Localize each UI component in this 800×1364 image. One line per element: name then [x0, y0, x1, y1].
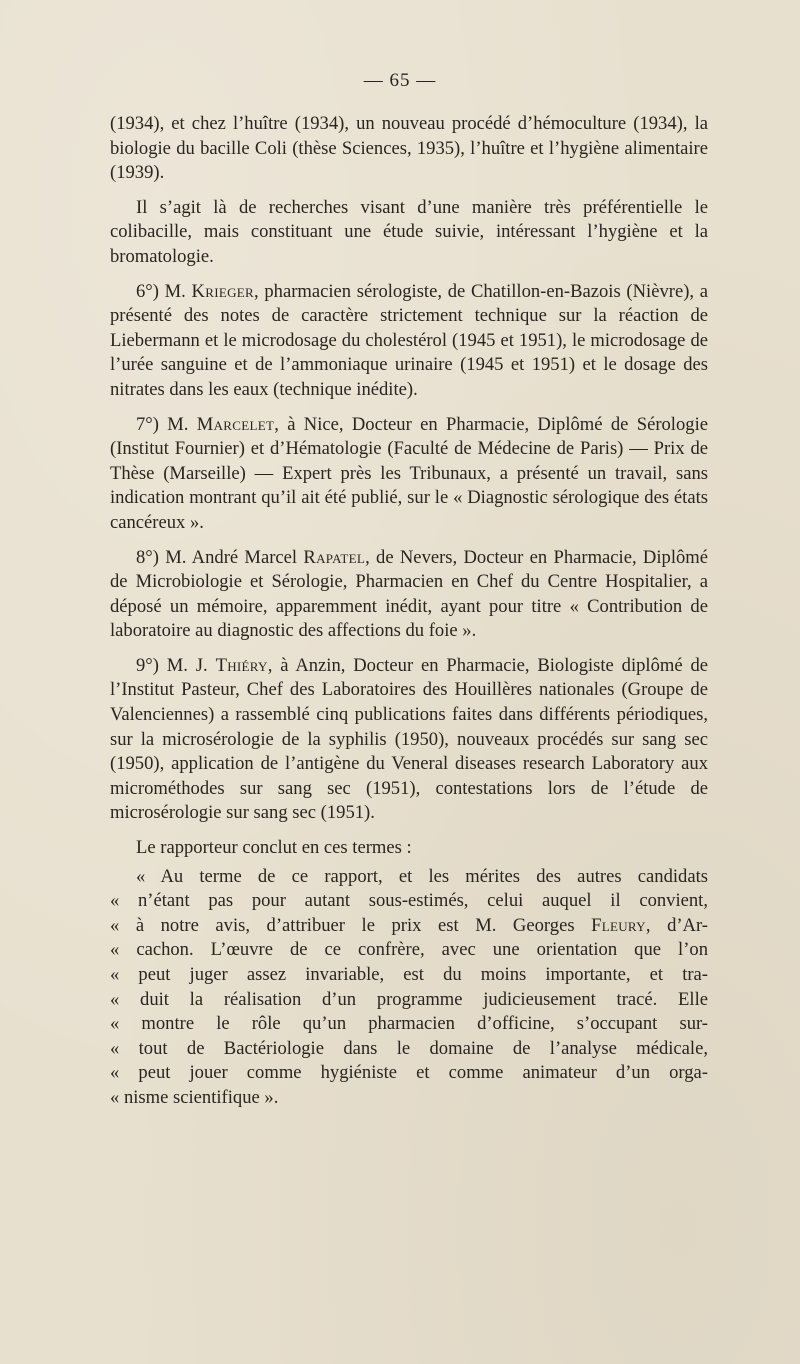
paragraph-3-krieger	[110, 280, 708, 403]
quote-line: « montre le rôle qu’un pharmacien d’officine, s’occupant sur-	[110, 1013, 708, 1035]
quote-line: « n’étant pas pour autant sous-estimés, celui auquel il convient,	[110, 890, 708, 912]
item-prefix: 8°) M. André Marcel	[136, 546, 304, 568]
paragraph-1: (1934), et chez l’huître (1934), un nouveau procédé d’hémoculture (1934), la biologie du bacille Coli (thèse Sciences, 1935), l’huître et l’hygiène alimentaire (1939).	[110, 113, 708, 184]
rapporteur-quote	[110, 865, 708, 1111]
quote-line: « nisme scientifique ».	[110, 1086, 279, 1108]
item-text: , à Nice, Docteur en Pharmacie, Diplômé de Sérologie (Institut Fournier) et d’Hématologie (Faculté de Médecine de Paris) — Prix de Thèse (Marseille) — Expert près les Tribunaux, a présenté un travail, sans indication montrant qu’il ait été publié, sur le « Diagnostic sérologique des états cancéreux ».	[110, 413, 708, 533]
quote-line: « duit la réalisation d’un programme judicieusement tracé. Elle	[110, 988, 708, 1010]
paragraph-4-marcelet	[110, 413, 708, 536]
quote-line: « cachon. L’œuvre de ce confrère, avec une orientation que l’on	[110, 939, 708, 961]
quote-line: « tout de Bactériologie dans le domaine de l’analyse médicale,	[110, 1037, 708, 1059]
item-text: , pharmacien sérologiste, de Chatillon-en-Bazois (Nièvre), a présenté des notes de caractère strictement technique sur la réaction de Liebermann et le microdosage du cholestérol (1945 et 1951), le microdosage de l’urée sanguine et de l’ammoniaque urinaire (1945 et 1951) et le dosage des nitrates dans les eaux (technique inédite).	[110, 280, 709, 400]
quote-line-fleury	[110, 914, 708, 939]
candidate-name: Krieger	[191, 280, 254, 302]
paragraph-7-conclusion-intro: Le rapporteur conclut en ces termes :	[136, 837, 412, 859]
item-text: , à Anzin, Docteur en Pharmacie, Biologiste diplômé de l’Institut Pasteur, Chef des Laboratoires des Houillères nationales (Groupe de Valenciennes) a rassemblé cinq publications faites dans différents périodiques, sur la microsérologie de la syphilis (1950), nouveaux procédés sur sang sec (1950), application de l’antigène du Veneral diseases research Laboratory aux microméthodes sur sang sec (1951), contestations lors de l’étude de microsérologie sur sang sec (1951).	[110, 654, 709, 824]
item-text: , de Nevers, Docteur en Pharmacie, Diplômé de Microbiologie et Sérologie, Pharmacien en Chef du Centre Hospitalier, a déposé un mémoire, apparemment inédit, ayant pour titre « Contribution de laboratoire au diagnostic des affections du foie ».	[110, 546, 708, 642]
item-prefix: 6°) M.	[136, 280, 192, 302]
laureate-name: Fleury	[591, 914, 646, 936]
quote-line: « Au terme de ce rapport, et les mérites des autres candidats	[136, 865, 708, 887]
quote-line-end: , d’Ar-	[645, 914, 708, 936]
candidate-name: Thiéry	[215, 654, 268, 676]
quote-line: « peut jouer comme hygiéniste et comme animateur d’un orga-	[110, 1062, 708, 1084]
candidate-name: Rapatel	[303, 546, 366, 568]
candidate-name: Marcelet	[196, 413, 275, 435]
paragraph-5-rapatel	[110, 546, 708, 644]
body-text	[110, 112, 708, 1111]
quote-line-start: « à notre avis, d’attribuer le prix est M. Georges	[110, 914, 592, 936]
item-prefix: 9°) M. J.	[136, 654, 216, 676]
page-number: — 65 —	[363, 70, 437, 91]
quote-line: « peut juger assez invariable, est du moins importante, et tra-	[110, 964, 708, 985]
paragraph-6-thiery	[110, 654, 708, 826]
item-prefix: 7°) M.	[136, 413, 197, 435]
paragraph-2: Il s’agit là de recherches visant d’une manière très préférentielle le colibacille, mais constituant une étude suivie, intéressant l’hygiène et la bromatologie.	[110, 196, 708, 267]
